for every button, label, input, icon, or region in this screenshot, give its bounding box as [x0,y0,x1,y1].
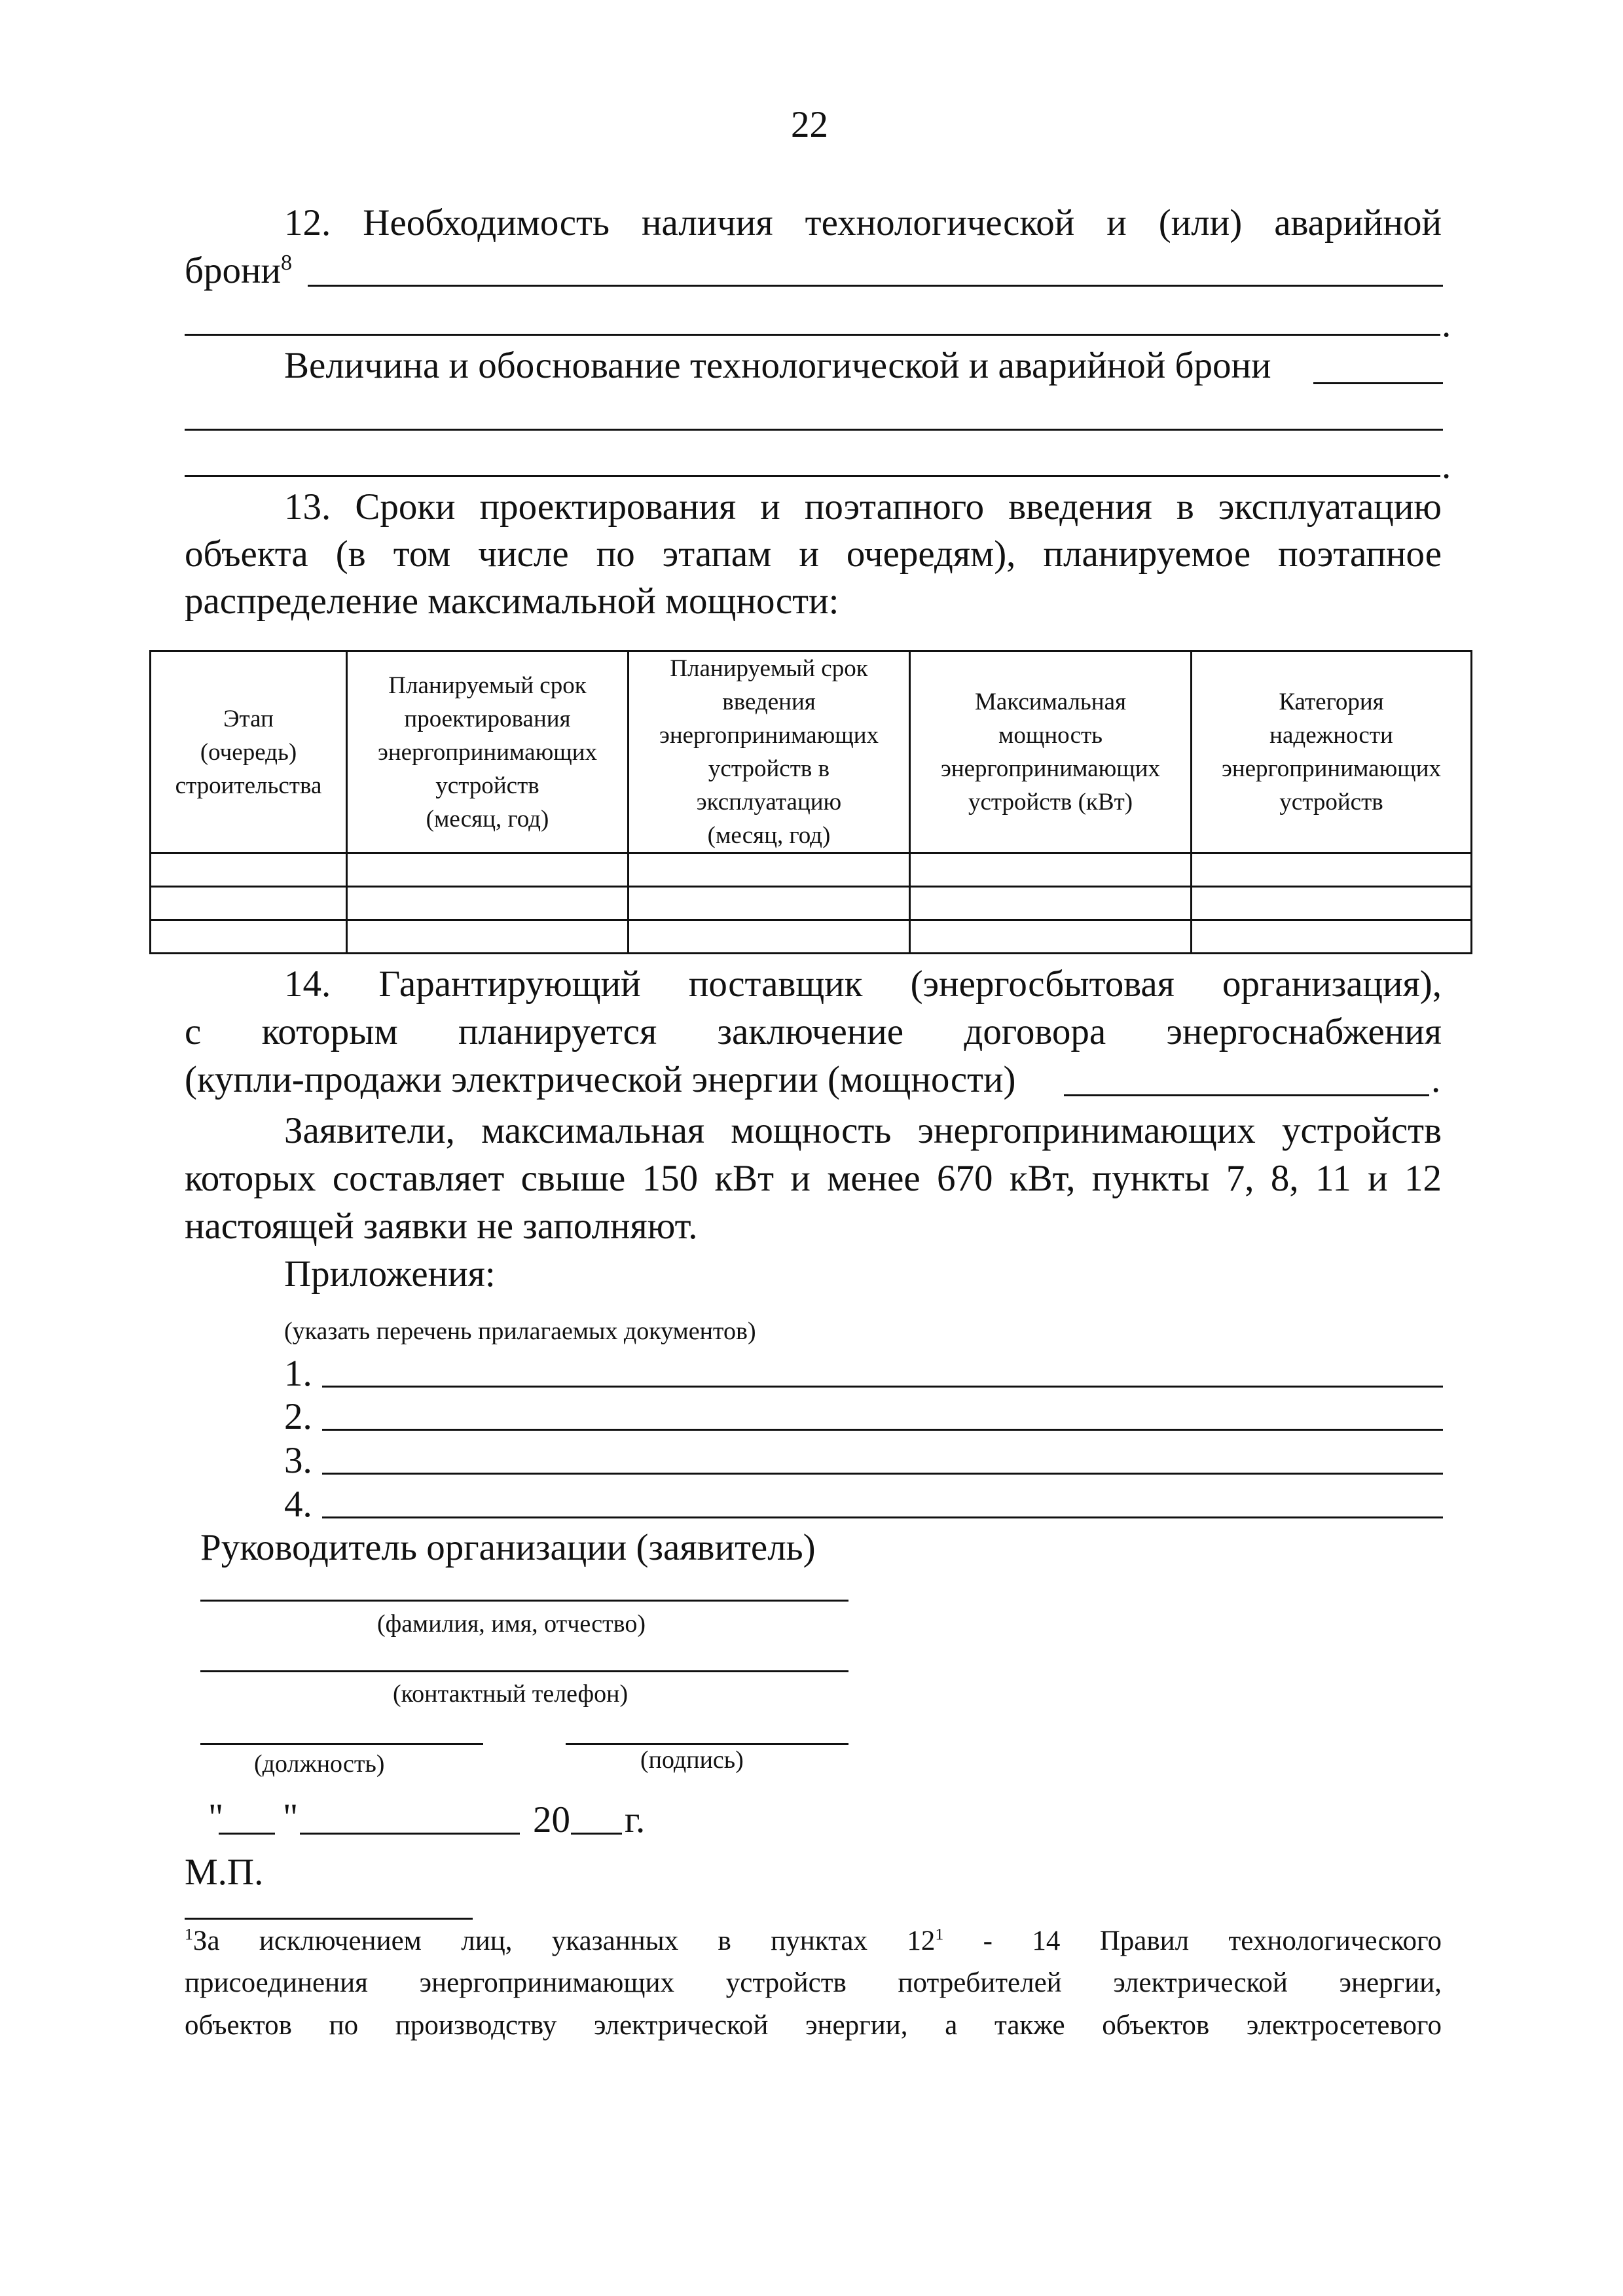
attachment-item-4-blank[interactable] [322,1516,1443,1518]
supplier-blank[interactable] [1064,1094,1429,1096]
table-cell[interactable] [910,853,1192,887]
section12-broni: брони [185,250,282,291]
attachment-item-4-number: 4. [284,1484,312,1525]
header-max-power: Максимальная мощность энергопринимающих устройств (кВт) [910,651,1192,853]
table-cell[interactable] [1192,887,1472,920]
reserve-blank-2 [185,334,1440,336]
section14-line2: с которым планируется заключение договора энергоснабжения [185,1011,1442,1052]
section13-line3: распределение максимальной мощности: [185,581,839,622]
table-cell[interactable] [151,920,347,954]
footnote-separator [185,1918,473,1920]
table-cell[interactable] [910,887,1192,920]
table-cell[interactable] [1192,920,1472,954]
section13-line1: 13. Сроки проектирования и поэтапного введения в эксплуатацию [284,486,1442,528]
position-blank[interactable] [200,1743,483,1745]
header-design-term: Планируемый срок проектирования энергопринимающих устройств (месяц, год) [347,651,629,853]
header-stage: Этап (очередь) строительства [151,651,347,853]
note-line3: настоящей заявки не заполняют. [185,1206,698,1247]
date-day-blank[interactable] [219,1833,275,1835]
note-line2: которых составляет свыше 150 кВт и менее 670 кВт, пункты 7, 8, 11 и 12 [185,1158,1442,1199]
note-line1: Заявители, максимальная мощность энергопринимающих устройств [284,1110,1442,1151]
date-year-blank[interactable] [571,1833,622,1835]
table-row [151,920,1472,954]
table-cell[interactable] [629,853,910,887]
reserve-blank-5 [185,475,1440,477]
phone-blank[interactable] [200,1670,848,1672]
table-cell[interactable] [910,920,1192,954]
reserve-blank-5-dot: . [1442,445,1451,486]
footnote-inline-sup: 1 [935,1924,944,1944]
attachment-item-2-blank[interactable] [322,1429,1443,1431]
attachment-item-1-blank[interactable] [322,1386,1443,1388]
date-quote-close: " [283,1797,299,1838]
header-commission-term: Планируемый срок введения энергопринимающих устройств в эксплуатацию (месяц, год) [629,651,910,853]
section12-line1: 12. Необходимость наличия технологической и (или) аварийной [284,202,1442,243]
footnote-line1 [185,1924,1442,1956]
table-cell[interactable] [629,887,910,920]
table-cell[interactable] [151,887,347,920]
table-row [151,853,1472,887]
stamp-label: М.П. [185,1852,264,1893]
date-month-blank[interactable] [300,1833,520,1835]
signature-head: Руководитель организации (заявитель) [200,1527,816,1568]
table-cell[interactable] [1192,853,1472,887]
reserve-blank-4 [185,429,1443,431]
section14-line1: 14. Гарантирующий поставщик (энергосбытовая организация), [284,963,1442,1005]
attachment-item-3-blank[interactable] [322,1473,1443,1475]
fio-label: (фамилия, имя, отчество) [377,1610,646,1638]
supplier-blank-dot: . [1431,1059,1441,1100]
footnote-line1-b: - 14 Правил технологического [943,1926,1442,1956]
section12-line2 [185,252,292,289]
section14-line3: (купли-продажи электрической энергии (мощности) [185,1059,1016,1100]
attachment-item-3-number: 3. [284,1440,312,1481]
attachments-title: Приложения: [284,1253,496,1295]
stages-table [149,650,1472,954]
table-cell[interactable] [629,920,910,954]
footnote-line2: присоединения энергопринимающих устройств потребителей электрической энергии, [185,1967,1442,1998]
attachments-hint: (указать перечень прилагаемых документов) [284,1318,756,1345]
date-year-suffix: г. [625,1799,646,1840]
fio-blank[interactable] [200,1600,848,1602]
stages-table-header-row [151,651,1472,853]
footnote-line1-a: За исключением лиц, указанных в пунктах 12 [192,1926,936,1956]
table-row [151,887,1472,920]
footnote-mark-8: 8 [281,251,293,275]
header-reliability: Категория надежности энергопринимающих устройств [1192,651,1472,853]
sign-blank[interactable] [566,1743,848,1745]
table-cell[interactable] [151,853,347,887]
position-label: (должность) [254,1750,385,1778]
date-quote-open: " [208,1797,224,1838]
date-year-prefix: 20 [533,1799,570,1840]
attachment-item-2-number: 2. [284,1396,312,1437]
table-cell[interactable] [347,920,629,954]
reserve-blank-2-dot: . [1442,304,1451,345]
reserve-label: Величина и обоснование технологической и аварийной брони [284,345,1271,386]
reserve-blank-3 [1313,382,1443,384]
table-cell[interactable] [347,853,629,887]
sign-label: (подпись) [640,1746,744,1774]
section13-line2: объекта (в том числе по этапам и очередям), планируемое поэтапное [185,533,1442,575]
footnote-marker: 1 [185,1924,193,1944]
attachment-item-1-number: 1. [284,1353,312,1394]
table-cell[interactable] [347,887,629,920]
reserve-blank-1 [308,285,1443,287]
footnote-line3: объектов по производству электрической энергии, а также объектов электросетевого [185,2010,1442,2041]
phone-label: (контактный телефон) [393,1680,629,1708]
page-number: 22 [791,104,828,145]
